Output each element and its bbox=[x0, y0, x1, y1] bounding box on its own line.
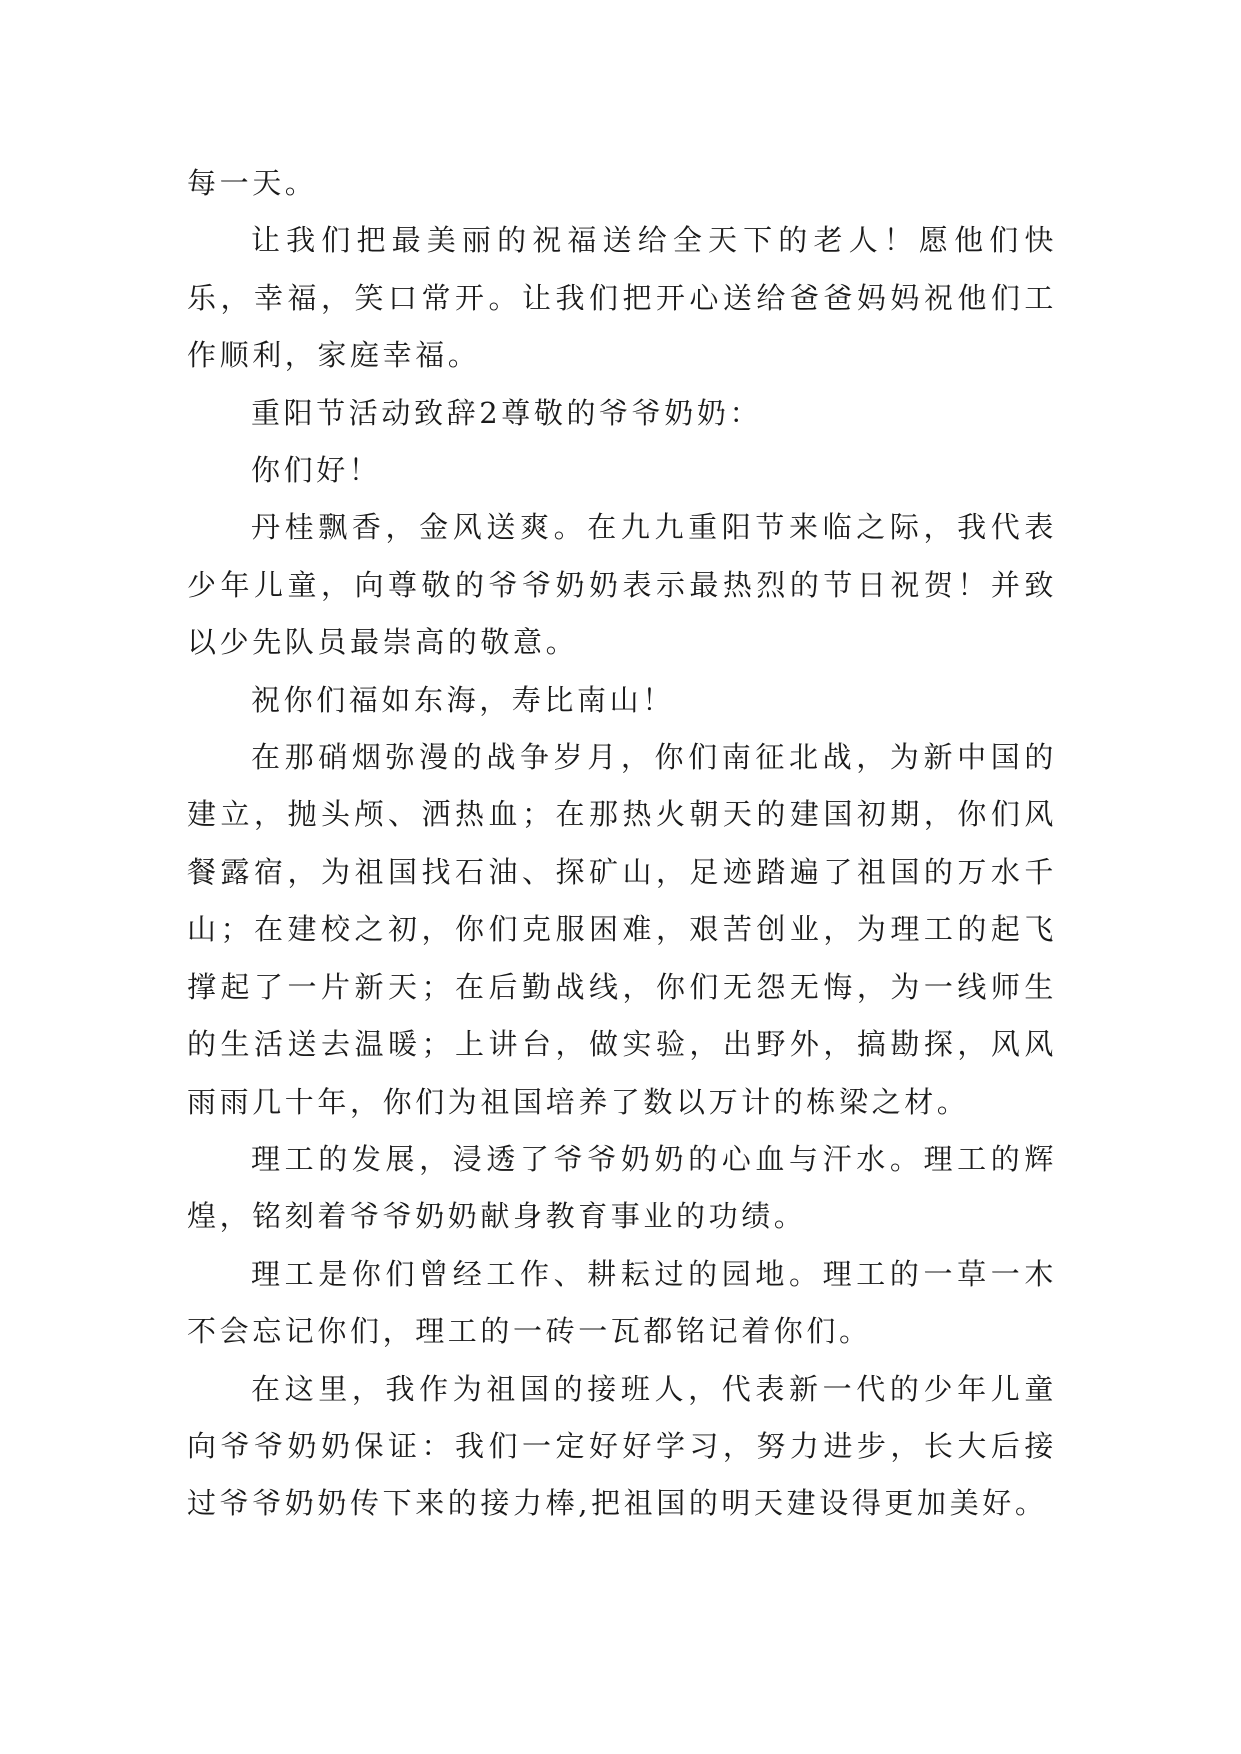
paragraph-7: 在那硝烟弥漫的战争岁月，你们南征北战，为新中国的建立，抛头颅、洒热血；在那热火朝天的建国初期，你们风餐露宿，为祖国找石油、探矿山，足迹踏遍了祖国的万水千山；在建校之初，你们克服困难，艰苦创业，为理工的起飞撑起了一片新天；在后勤战线，你们无怨无悔，为一线师生的生活送去温暖；上讲台，做实验，出野外，搞勘探，风风雨雨几十年，你们为祖国培养了数以万计的栋梁之材。 bbox=[187, 740, 1057, 1119]
paragraph-4-greeting: 你们好！ bbox=[251, 453, 382, 488]
paragraph-9: 理工是你们曾经工作、耕耘过的园地。理工的一草一木不会忘记你们，理工的一砖一瓦都铭记着你们。 bbox=[187, 1256, 1057, 1349]
paragraph-2: 让我们把最美丽的祝福送给全天下的老人！愿他们快乐，幸福，笑口常开。让我们把开心送给爸爸妈妈祝他们工作顺利，家庭幸福。 bbox=[187, 223, 1057, 373]
paragraph-3-heading: 重阳节活动致辞2尊敬的爷爷奶奶： bbox=[251, 395, 763, 430]
paragraph-5: 丹桂飘香，金风送爽。在九九重阳节来临之际，我代表少年儿童，向尊敬的爷爷奶奶表示最热烈的节日祝贺！并致以少先队员最崇高的敬意。 bbox=[187, 510, 1057, 660]
document-body bbox=[187, 155, 1057, 1533]
paragraph-1: 每一天。 bbox=[187, 166, 318, 200]
paragraph-6: 祝你们福如东海，寿比南山！ bbox=[251, 682, 675, 717]
paragraph-8: 理工的发展，浸透了爷爷奶奶的心血与汗水。理工的辉煌，铭刻着爷爷奶奶献身教育事业的功绩。 bbox=[187, 1141, 1057, 1234]
paragraph-10: 在这里，我作为祖国的接班人，代表新一代的少年儿童向爷爷奶奶保证：我们一定好好学习，努力进步，长大后接过爷爷奶奶传下来的接力棒,把祖国的明天建设得更加美好。 bbox=[187, 1371, 1057, 1521]
